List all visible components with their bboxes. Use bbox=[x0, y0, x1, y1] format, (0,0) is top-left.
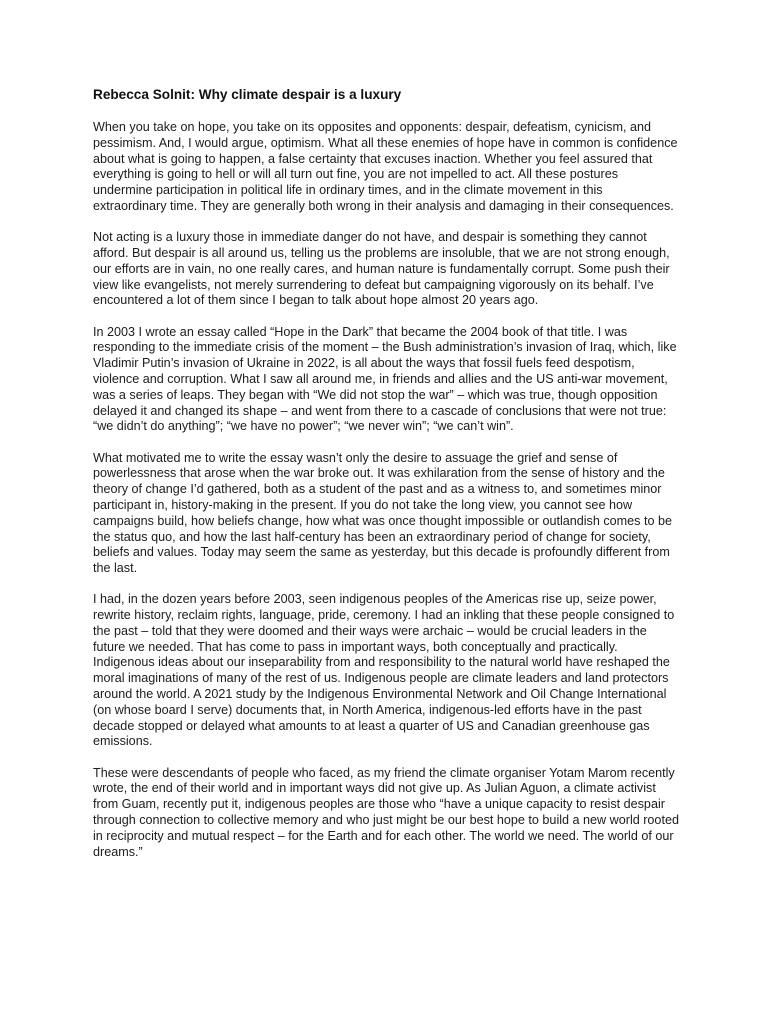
paragraph-1: When you take on hope, you take on its opposites and opponents: despair, defeatism, cynicism, and pessimism. And, I would argue, optimism. What all these enemies of hope have in common is confidence about what is going to happen, a false certainty that excuses inaction. Whether you feel assured that everything is going to hell or will all turn out fine, you are not impelled to act. All these postures undermine participation in political life in ordinary times, and in the climate movement in this extraordinary time. They are generally both wrong in their analysis and damaging in their consequences. bbox=[93, 120, 678, 213]
document-page bbox=[93, 86, 679, 876]
paragraph-5: I had, in the dozen years before 2003, seen indigenous peoples of the Americas rise up, seize power, rewrite history, reclaim rights, language, pride, ceremony. I had an inkling that these people consigned to the past – told that they were doomed and their ways were archaic – would be crucial leaders in the future we needed. That has come to pass in important ways, both conceptually and practically. Indigenous ideas about our inseparability from and responsibility to the natural world have reshaped the moral imaginations of many of the rest of us. Indigenous people are climate leaders and land protectors around the world. A 2021 study by the Indigenous Environmental Network and Oil Change International (on whose board I serve) documents that, in North America, indigenous-led efforts have in the past decade stopped or delayed what amounts to at least a quarter of US and Canadian greenhouse gas emissions. bbox=[93, 592, 675, 749]
paragraph-4: What motivated me to write the essay wasn’t only the desire to assuage the grief and sense of powerlessness that arose when the war broke out. It was exhilaration from the sense of history and the theory of change I’d gathered, both as a student of the past and as a witness to, and sometimes minor participant in, history-making in the present. If you do not take the long view, you cannot see how campaigns build, how beliefs change, how what was once thought impossible or outlandish comes to be the status quo, and how the last half-century has been an extraordinary period of change for society, beliefs and values. Today may seem the same as yesterday, but this decade is profoundly different from the last. bbox=[93, 450, 672, 576]
document-title: Rebecca Solnit: Why climate despair is a luxury bbox=[93, 87, 402, 102]
paragraph-3: In 2003 I wrote an essay called “Hope in the Dark” that became the 2004 book of that title. I was responding to the immediate crisis of the moment – the Bush administration’s invasion of Iraq, which, like Vladimir Putin’s invasion of Ukraine in 2022, is all about the ways that fossil fuels feed despotism, violence and corruption. What I saw all around me, in friends and allies and the US anti-war movement, was a series of leaps. They began with “We did not stop the war” – which was true, though opposition delayed it and changed its shape – and went from there to a cascade of conclusions that were not true: “we didn’t do anything”; “we have no power”; “we never win”; “we can’t win”. bbox=[93, 324, 677, 434]
paragraph-2: Not acting is a luxury those in immediate danger do not have, and despair is something they cannot afford. But despair is all around us, telling us the problems are insoluble, that we are not strong enough, our efforts are in vain, no one really cares, and human nature is fundamentally corrupt. Some push their view like evangelists, not merely surrendering to defeat but campaigning vigorously on its behalf. I’ve encountered a lot of them since I began to talk about hope almost 20 years ago. bbox=[93, 230, 670, 308]
paragraph-6: These were descendants of people who faced, as my friend the climate organiser Yotam Marom recently wrote, the end of their world and in important ways did not give up. As Julian Aguon, a climate activist from Guam, recently put it, indigenous peoples are those who “have a unique capacity to resist despair through connection to collective memory and who just might be our best hope to build a new world rooted in reciprocity and mutual respect – for the Earth and for each other. The world we need. The world of our dreams.” bbox=[93, 765, 679, 859]
